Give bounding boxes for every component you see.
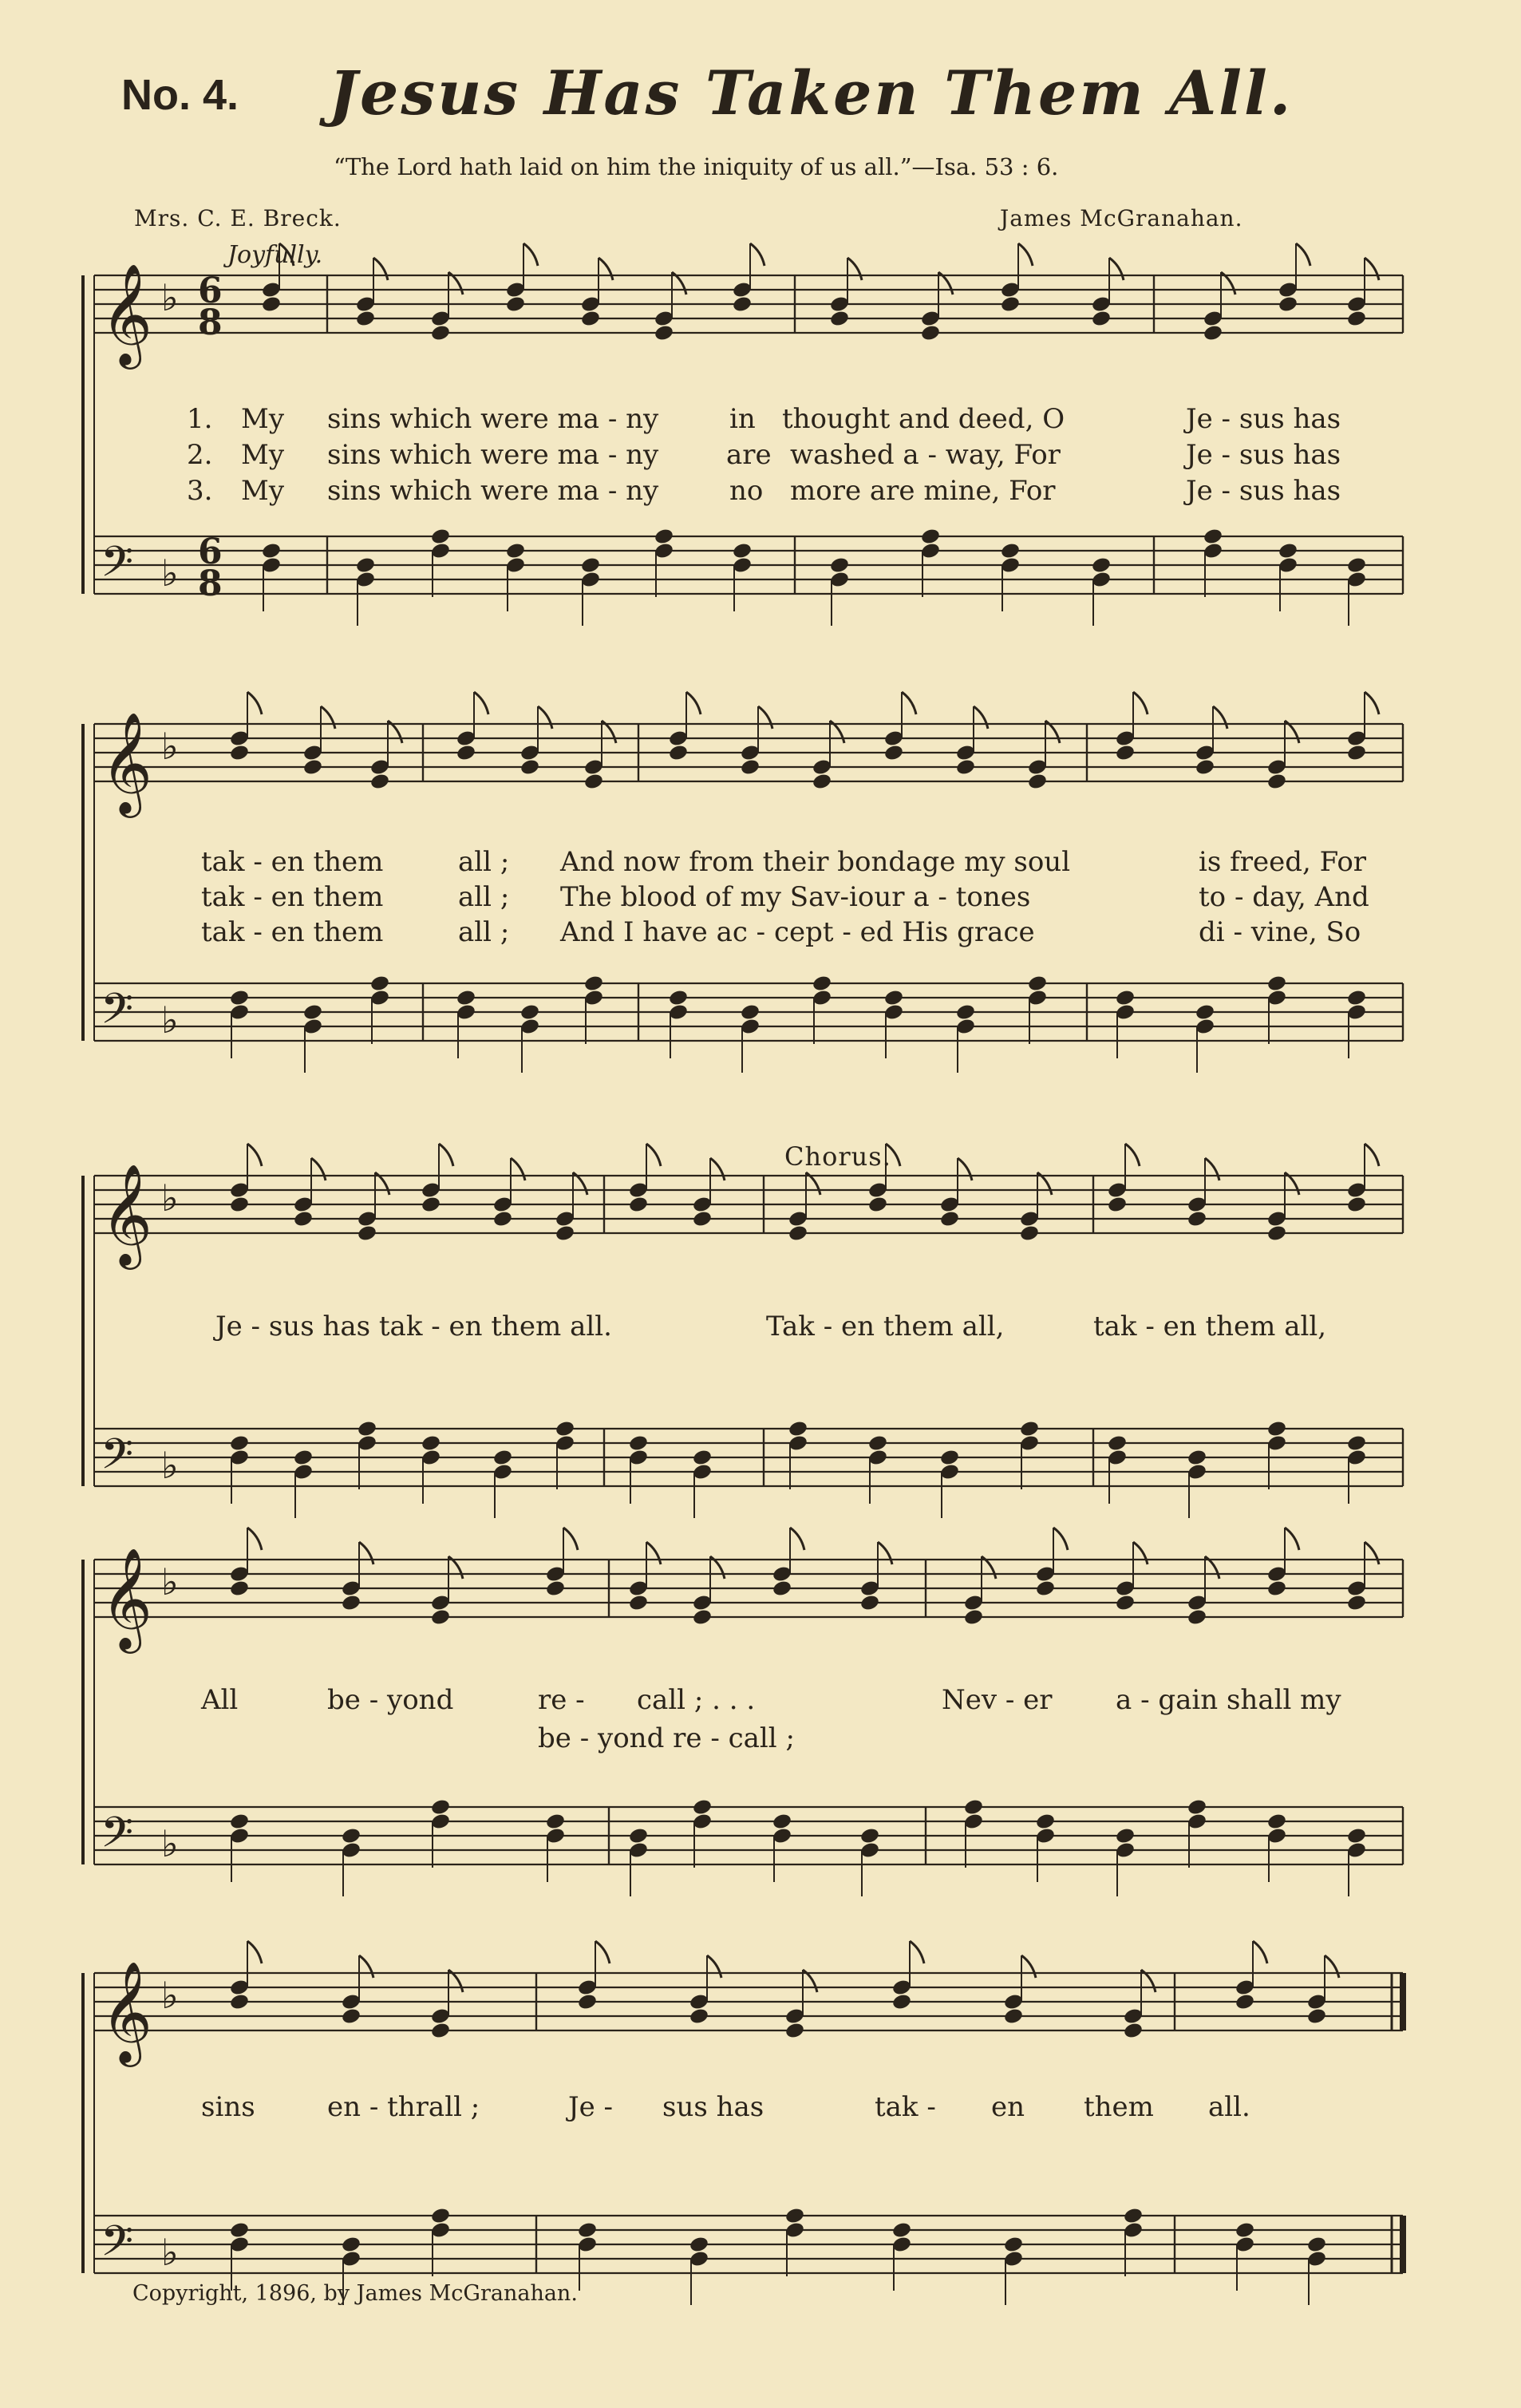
notehead bbox=[829, 310, 850, 328]
notehead bbox=[1187, 1608, 1207, 1627]
notehead bbox=[1027, 975, 1048, 993]
note-flag bbox=[1109, 258, 1124, 280]
notehead bbox=[430, 2022, 451, 2040]
notehead bbox=[456, 744, 476, 762]
lyric: be - yond re - call ; bbox=[538, 1722, 795, 1754]
notehead bbox=[1346, 310, 1367, 328]
notehead bbox=[1266, 975, 1287, 993]
notehead bbox=[229, 1196, 250, 1214]
notehead bbox=[229, 1993, 250, 2011]
bass-clef-icon: 𝄢 bbox=[101, 1430, 134, 1489]
notehead bbox=[1266, 1420, 1287, 1438]
copyright-notice: Copyright, 1896, by James McGranahan. bbox=[132, 2281, 578, 2306]
note-flag bbox=[886, 1144, 900, 1166]
lyric: all ; bbox=[458, 916, 510, 948]
lyric: And now from their bondage my soul bbox=[560, 846, 1071, 878]
notehead bbox=[577, 1993, 598, 2011]
notehead bbox=[692, 1798, 713, 1817]
note-flag bbox=[595, 1941, 610, 1963]
notehead bbox=[357, 1420, 377, 1438]
notehead bbox=[867, 1196, 888, 1214]
notehead bbox=[939, 1449, 960, 1467]
scripture-epigraph: “The Lord hath laid on him the iniquity of us all.”—Isa. 53 : 6. bbox=[334, 153, 1059, 180]
note-flag bbox=[1018, 243, 1033, 266]
notehead bbox=[369, 773, 390, 791]
note-flag bbox=[1205, 1158, 1219, 1180]
lyric: My bbox=[241, 439, 285, 471]
tempo-marking: Joyfully. bbox=[227, 241, 323, 269]
notehead bbox=[1306, 2236, 1327, 2254]
notehead bbox=[341, 1594, 361, 1612]
note-flag bbox=[359, 1542, 373, 1564]
notehead bbox=[430, 1798, 451, 1817]
treble-clef-icon: 𝄞 bbox=[101, 1163, 153, 1265]
note-flag bbox=[1296, 243, 1310, 266]
lyric: My bbox=[241, 475, 285, 507]
notehead bbox=[955, 758, 976, 777]
notehead bbox=[1115, 1594, 1136, 1612]
key-signature-flat-icon: ♭ bbox=[161, 2231, 179, 2274]
notehead bbox=[1123, 2022, 1144, 2040]
notehead bbox=[229, 989, 250, 1007]
key-signature-flat-icon: ♭ bbox=[161, 1822, 179, 1865]
note-flag bbox=[847, 258, 862, 280]
notehead bbox=[229, 744, 250, 762]
notehead bbox=[583, 773, 604, 791]
notehead bbox=[1266, 1580, 1287, 1598]
note-flag bbox=[1325, 1955, 1339, 1978]
note-flag bbox=[511, 1158, 525, 1180]
note-flag bbox=[321, 706, 335, 729]
note-flag bbox=[1253, 1941, 1267, 1963]
time-signature-top: 6 bbox=[198, 271, 223, 311]
notehead bbox=[261, 295, 282, 314]
notehead bbox=[784, 2022, 805, 2040]
note-flag bbox=[1365, 1144, 1379, 1166]
lyric: sins which were ma - ny bbox=[327, 403, 659, 435]
notehead bbox=[788, 1224, 808, 1243]
lyric: sus has bbox=[662, 2091, 764, 2123]
key-signature-flat-icon: ♭ bbox=[161, 1444, 179, 1487]
notehead bbox=[555, 1420, 575, 1438]
notehead bbox=[229, 1580, 250, 1598]
lyric: The blood of my Sav-iour a - tones bbox=[560, 881, 1031, 913]
note-flag bbox=[247, 1528, 262, 1550]
note-flag bbox=[758, 706, 772, 729]
notehead bbox=[883, 744, 904, 762]
time-signature-top: 6 bbox=[198, 532, 223, 572]
notehead bbox=[668, 989, 689, 1007]
notehead bbox=[1203, 324, 1223, 342]
notehead bbox=[430, 2207, 451, 2225]
lyric: sins which were ma - ny bbox=[327, 439, 659, 471]
lyric: tak - en them all, bbox=[1093, 1311, 1327, 1342]
notehead bbox=[772, 1813, 792, 1831]
note-flag bbox=[1365, 692, 1379, 714]
notehead bbox=[357, 1224, 377, 1243]
notehead bbox=[1027, 773, 1048, 791]
notehead bbox=[1266, 1813, 1287, 1831]
notehead bbox=[867, 1434, 888, 1453]
lyric: tak - bbox=[875, 2091, 936, 2123]
note-flag bbox=[1213, 706, 1227, 729]
notehead bbox=[1187, 1210, 1207, 1228]
note-flag bbox=[279, 243, 294, 266]
notehead bbox=[1278, 542, 1298, 560]
lyric: all ; bbox=[458, 846, 510, 878]
notehead bbox=[229, 2221, 250, 2240]
bass-clef-icon: 𝄢 bbox=[101, 538, 134, 597]
note-flag bbox=[563, 1528, 578, 1550]
notehead bbox=[1091, 310, 1112, 328]
notehead bbox=[545, 1580, 566, 1598]
lyric: And I have ac - cept - ed His grace bbox=[560, 916, 1035, 948]
notehead bbox=[1000, 542, 1021, 560]
notehead bbox=[341, 2236, 361, 2254]
notehead bbox=[1346, 556, 1367, 575]
notehead bbox=[1266, 773, 1287, 791]
lyric: all ; bbox=[458, 881, 510, 913]
notehead bbox=[1235, 2221, 1255, 2240]
note-flag bbox=[910, 1941, 924, 1963]
notehead bbox=[1195, 758, 1215, 777]
note-flag bbox=[1053, 1528, 1068, 1550]
notehead bbox=[628, 1196, 649, 1214]
notehead bbox=[430, 1608, 451, 1627]
notehead bbox=[293, 1449, 314, 1467]
notehead bbox=[955, 1003, 976, 1022]
notehead bbox=[732, 295, 753, 314]
notehead bbox=[1115, 989, 1136, 1007]
notehead bbox=[492, 1210, 513, 1228]
notehead bbox=[421, 1434, 441, 1453]
lyric: in bbox=[729, 403, 756, 435]
lyric: Je - bbox=[568, 2091, 614, 2123]
note-flag bbox=[523, 243, 538, 266]
lyric: 1. bbox=[187, 403, 213, 435]
lyric: all. bbox=[1208, 2091, 1250, 2123]
note-flag bbox=[974, 706, 988, 729]
notehead bbox=[1003, 2236, 1024, 2254]
notehead bbox=[1107, 1434, 1128, 1453]
note-flag bbox=[599, 258, 613, 280]
notehead bbox=[1346, 1434, 1367, 1453]
notehead bbox=[355, 556, 376, 575]
lyric: a - gain shall my bbox=[1116, 1684, 1341, 1716]
lyric: All bbox=[201, 1684, 239, 1716]
lyric: thought and deed, O bbox=[782, 403, 1065, 435]
note-flag bbox=[958, 1158, 972, 1180]
lyric: My bbox=[241, 403, 285, 435]
key-signature-flat-icon: ♭ bbox=[161, 725, 179, 768]
lyric: tak - en them bbox=[201, 846, 384, 878]
lyric: di - vine, So bbox=[1199, 916, 1361, 948]
notehead bbox=[963, 1798, 984, 1817]
notehead bbox=[341, 2007, 361, 2026]
notehead bbox=[891, 1993, 912, 2011]
note-flag bbox=[247, 1941, 262, 1963]
notehead bbox=[1035, 1580, 1056, 1598]
note-flag bbox=[686, 692, 701, 714]
hymn-title: Jesus Has Taken Them All. bbox=[329, 57, 1294, 129]
note-flag bbox=[373, 258, 388, 280]
notehead bbox=[740, 1003, 760, 1022]
note-flag bbox=[878, 1542, 892, 1564]
note-flag bbox=[1125, 1144, 1140, 1166]
note-flag bbox=[1365, 1542, 1379, 1564]
notehead bbox=[732, 542, 753, 560]
note-flag bbox=[1285, 1528, 1299, 1550]
notehead bbox=[692, 1210, 713, 1228]
note-flag bbox=[359, 1955, 373, 1978]
notehead bbox=[1346, 1196, 1367, 1214]
notehead bbox=[355, 310, 376, 328]
bass-clef-icon: 𝄢 bbox=[101, 985, 134, 1044]
notehead bbox=[1107, 1196, 1128, 1214]
notehead bbox=[580, 556, 601, 575]
treble-clef-icon: 𝄞 bbox=[101, 1960, 153, 2062]
notehead bbox=[1000, 295, 1021, 314]
note-flag bbox=[1133, 692, 1148, 714]
notehead bbox=[1203, 528, 1223, 546]
note-flag bbox=[439, 1144, 453, 1166]
key-signature-flat-icon: ♭ bbox=[161, 1176, 179, 1220]
time-signature-bottom: 8 bbox=[198, 302, 223, 343]
notehead bbox=[1346, 744, 1367, 762]
notehead bbox=[430, 528, 451, 546]
treble-clef-icon: 𝄞 bbox=[101, 263, 153, 365]
note-flag bbox=[707, 1955, 721, 1978]
composer-credit: James McGranahan. bbox=[1000, 205, 1243, 231]
notehead bbox=[740, 758, 760, 777]
notehead bbox=[628, 1594, 649, 1612]
lyric: washed a - way, For bbox=[790, 439, 1061, 471]
notehead bbox=[692, 1608, 713, 1627]
lyric: more are mine, For bbox=[790, 475, 1056, 507]
note-flag bbox=[902, 692, 916, 714]
lyric: no bbox=[729, 475, 764, 507]
notehead bbox=[520, 1003, 540, 1022]
notehead bbox=[577, 2221, 598, 2240]
key-signature-flat-icon: ♭ bbox=[161, 1974, 179, 2017]
notehead bbox=[580, 310, 601, 328]
notehead bbox=[654, 528, 674, 546]
notehead bbox=[261, 542, 282, 560]
note-flag bbox=[646, 1144, 661, 1166]
notehead bbox=[1187, 1798, 1207, 1817]
notehead bbox=[1019, 1420, 1040, 1438]
notehead bbox=[654, 324, 674, 342]
lyric: 3. bbox=[187, 475, 213, 507]
note-flag bbox=[247, 1144, 262, 1166]
notehead bbox=[555, 1224, 575, 1243]
notehead bbox=[1195, 1003, 1215, 1022]
notehead bbox=[229, 1813, 250, 1831]
lyric: en - thrall ; bbox=[327, 2091, 480, 2123]
key-signature-flat-icon: ♭ bbox=[161, 552, 179, 595]
note-flag bbox=[1021, 1955, 1036, 1978]
lyric: is freed, For bbox=[1199, 846, 1367, 878]
note-flag bbox=[247, 692, 262, 714]
note-flag bbox=[474, 692, 488, 714]
note-flag bbox=[1365, 258, 1379, 280]
notehead bbox=[812, 773, 832, 791]
notehead bbox=[1115, 1827, 1136, 1845]
notehead bbox=[1235, 1993, 1255, 2011]
lyric: en bbox=[991, 2091, 1025, 2123]
key-signature-flat-icon: ♭ bbox=[161, 1560, 179, 1603]
lyric: tak - en them bbox=[201, 916, 384, 948]
notehead bbox=[293, 1210, 314, 1228]
notehead bbox=[1115, 744, 1136, 762]
note-flag bbox=[538, 706, 552, 729]
notehead bbox=[628, 1434, 649, 1453]
notehead bbox=[891, 2221, 912, 2240]
notehead bbox=[1123, 2207, 1144, 2225]
bass-clef-icon: 𝄢 bbox=[101, 2217, 134, 2276]
notehead bbox=[859, 1594, 880, 1612]
notehead bbox=[520, 758, 540, 777]
notehead bbox=[1346, 989, 1367, 1007]
hymn-number: No. 4. bbox=[121, 71, 239, 119]
notehead bbox=[545, 1813, 566, 1831]
time-signature-bottom: 8 bbox=[198, 563, 223, 604]
lyric: 2. bbox=[187, 439, 213, 471]
lyric: Je - sus has tak - en them all. bbox=[215, 1311, 612, 1342]
note-flag bbox=[1133, 1542, 1148, 1564]
chorus-label: Chorus. bbox=[784, 1141, 891, 1172]
lyricist-credit: Mrs. C. E. Breck. bbox=[134, 205, 342, 231]
notehead bbox=[505, 295, 526, 314]
lyric: be - yond bbox=[327, 1684, 454, 1716]
notehead bbox=[1003, 2007, 1024, 2026]
lyric: Nev - er bbox=[942, 1684, 1053, 1716]
treble-clef-icon: 𝄞 bbox=[101, 711, 153, 813]
lyric: re - bbox=[538, 1684, 585, 1716]
lyric: Je - sus has bbox=[1186, 403, 1341, 435]
notehead bbox=[583, 975, 604, 993]
lyric: sins which were ma - ny bbox=[327, 475, 659, 507]
notehead bbox=[1346, 1827, 1367, 1845]
lyric: sins bbox=[201, 2091, 255, 2123]
notehead bbox=[859, 1827, 880, 1845]
notehead bbox=[772, 1580, 792, 1598]
note-flag bbox=[710, 1158, 725, 1180]
notehead bbox=[1278, 295, 1298, 314]
notehead bbox=[1346, 1594, 1367, 1612]
lyric: Je - sus has bbox=[1186, 439, 1341, 471]
notehead bbox=[505, 542, 526, 560]
notehead bbox=[689, 2236, 709, 2254]
key-signature-flat-icon: ♭ bbox=[161, 276, 179, 319]
notehead bbox=[920, 528, 941, 546]
notehead bbox=[784, 2207, 805, 2225]
notehead bbox=[668, 744, 689, 762]
notehead bbox=[963, 1608, 984, 1627]
key-signature-flat-icon: ♭ bbox=[161, 998, 179, 1042]
note-flag bbox=[790, 1528, 804, 1550]
bass-clef-icon: 𝄢 bbox=[101, 1809, 134, 1868]
notehead bbox=[692, 1449, 713, 1467]
notehead bbox=[812, 975, 832, 993]
notehead bbox=[229, 1434, 250, 1453]
lyric: Je - sus has bbox=[1186, 475, 1341, 507]
notehead bbox=[1019, 1224, 1040, 1243]
lyric: to - day, And bbox=[1199, 881, 1369, 913]
notehead bbox=[430, 324, 451, 342]
notehead bbox=[939, 1210, 960, 1228]
notehead bbox=[883, 989, 904, 1007]
notehead bbox=[920, 324, 941, 342]
notehead bbox=[1187, 1449, 1207, 1467]
lyric: tak - en them bbox=[201, 881, 384, 913]
notehead bbox=[341, 1827, 361, 1845]
note-flag bbox=[646, 1542, 661, 1564]
notehead bbox=[689, 2007, 709, 2026]
notehead bbox=[628, 1827, 649, 1845]
notehead bbox=[829, 556, 850, 575]
notehead bbox=[456, 989, 476, 1007]
notehead bbox=[1091, 556, 1112, 575]
lyric: are bbox=[726, 439, 772, 471]
notehead bbox=[1035, 1813, 1056, 1831]
notehead bbox=[492, 1449, 513, 1467]
lyric: them bbox=[1084, 2091, 1154, 2123]
note-flag bbox=[311, 1158, 326, 1180]
lyric: Tak - en them all, bbox=[766, 1311, 1005, 1342]
note-flag bbox=[750, 243, 764, 266]
notehead bbox=[421, 1196, 441, 1214]
notehead bbox=[1266, 1224, 1287, 1243]
treble-clef-icon: 𝄞 bbox=[101, 1547, 153, 1649]
notehead bbox=[1306, 2007, 1327, 2026]
notehead bbox=[302, 1003, 323, 1022]
notehead bbox=[788, 1420, 808, 1438]
notehead bbox=[302, 758, 323, 777]
notehead bbox=[369, 975, 390, 993]
lyric: call ; . . . bbox=[637, 1684, 756, 1716]
